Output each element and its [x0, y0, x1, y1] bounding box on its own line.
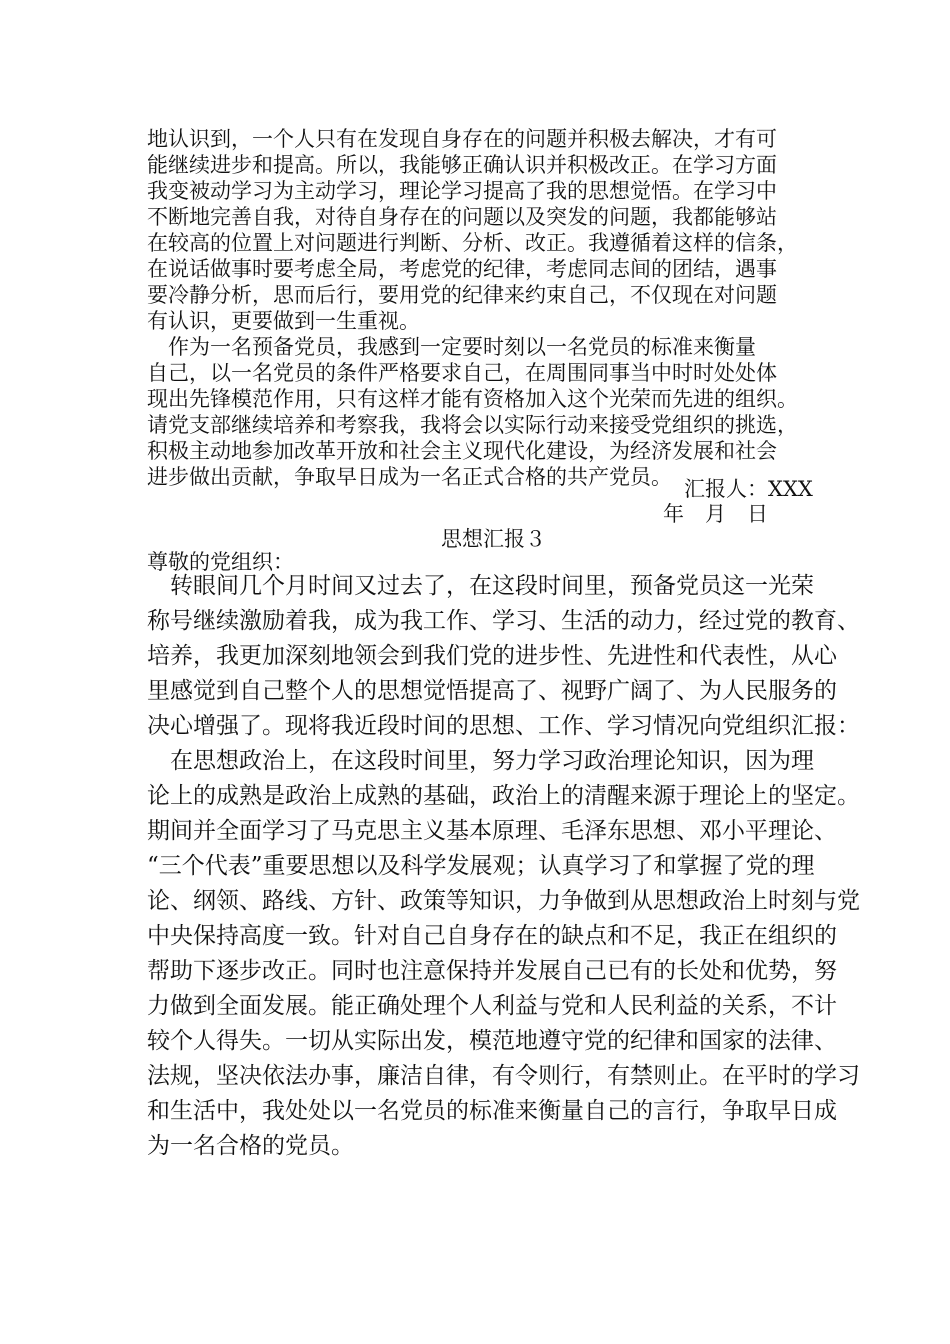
- text-line: 作为一名预备党员，我感到一定要时刻以一名党员的标准来衡量: [147, 335, 756, 359]
- text-line: 称号继续激励着我，成为我工作、学习、生活的动力，经过党的教育、: [147, 608, 860, 634]
- text-line: 我变被动学习为主动学习，理论学习提高了我的思想觉悟。在学习中: [147, 179, 777, 203]
- text-line: 转眼间几个月时间又过去了，在这段时间里，预备党员这一光荣: [147, 573, 814, 599]
- text-line: 力做到全面发展。能正确处理个人利益与党和人民利益的关系，不计: [147, 993, 837, 1019]
- text-line: 论上的成熟是政治上成熟的基础，政治上的清醒来源于理论上的坚定。: [147, 783, 860, 809]
- date-line: 年 月 日: [663, 502, 768, 526]
- text-line: 能继续进步和提高。所以，我能够正确认识并积极改正。在学习方面: [147, 153, 777, 177]
- text-line: 有认识，更要做到一生重视。: [147, 309, 420, 333]
- text-line: 论、纲领、路线、方针、政策等知识，力争做到从思想政治上时刻与党: [147, 888, 860, 914]
- salutation: 尊敬的党组织：: [147, 550, 294, 574]
- text-line: 帮助下逐步改正。同时也注意保持并发展自己已有的长处和优势，努: [147, 958, 837, 984]
- text-line: 决心增强了。现将我近段时间的思想、工作、学习情况向党组织汇报：: [147, 713, 860, 739]
- report-title: 思想汇报３: [441, 527, 546, 551]
- text-line: 法规，坚决依法办事，廉洁自律，有令则行，有禁则止。在平时的学习: [147, 1063, 860, 1089]
- text-line: 不断地完善自我，对待自身存在的问题以及突发的问题，我都能够站: [147, 205, 777, 229]
- text-line: 较个人得失。一切从实际出发，模范地遵守党的纪律和国家的法律、: [147, 1028, 837, 1054]
- signature-line: 汇报人：XXX: [684, 477, 813, 501]
- text-line: 地认识到，一个人只有在发现自身存在的问题并积极去解决，才有可: [147, 127, 777, 151]
- text-line: 里感觉到自己整个人的思想觉悟提高了、视野广阔了、为人民服务的: [147, 678, 837, 704]
- text-line: 请党支部继续培养和考察我，我将会以实际行动来接受党组织的挑选，: [147, 413, 798, 437]
- text-line: 在思想政治上，在这段时间里，努力学习政治理论知识，因为理: [147, 748, 814, 774]
- text-line: “三个代表”重要思想以及科学发展观；认真学习了和掌握了党的理: [147, 853, 815, 879]
- text-line: 积极主动地参加改革开放和社会主义现代化建设，为经济发展和社会: [147, 439, 777, 463]
- text-line: 为一名合格的党员。: [147, 1133, 354, 1159]
- text-line: 现出先锋模范作用，只有这样才能有资格加入这个光荣而先进的组织。: [147, 387, 798, 411]
- text-line: 要冷静分析，思而后行，要用党的纪律来约束自己，不仅现在对问题: [147, 283, 777, 307]
- text-line: 进步做出贡献，争取早日成为一名正式合格的共产党员。: [147, 465, 672, 489]
- text-line: 在较高的位置上对问题进行判断、分析、改正。我遵循着这样的信条，: [147, 231, 798, 255]
- text-line: 在说话做事时要考虑全局，考虑党的纪律，考虑同志间的团结，遇事: [147, 257, 777, 281]
- text-line: 和生活中，我处处以一名党员的标准来衡量自己的言行，争取早日成: [147, 1098, 837, 1124]
- text-line: 自己，以一名党员的条件严格要求自己，在周围同事当中时时处处体: [147, 361, 777, 385]
- text-line: 期间并全面学习了马克思主义基本原理、毛泽东思想、邓小平理论、: [147, 818, 837, 844]
- text-line: 中央保持高度一致。针对自己自身存在的缺点和不足，我正在组织的: [147, 923, 837, 949]
- text-line: 培养，我更加深刻地领会到我们党的进步性、先进性和代表性，从心: [147, 643, 837, 669]
